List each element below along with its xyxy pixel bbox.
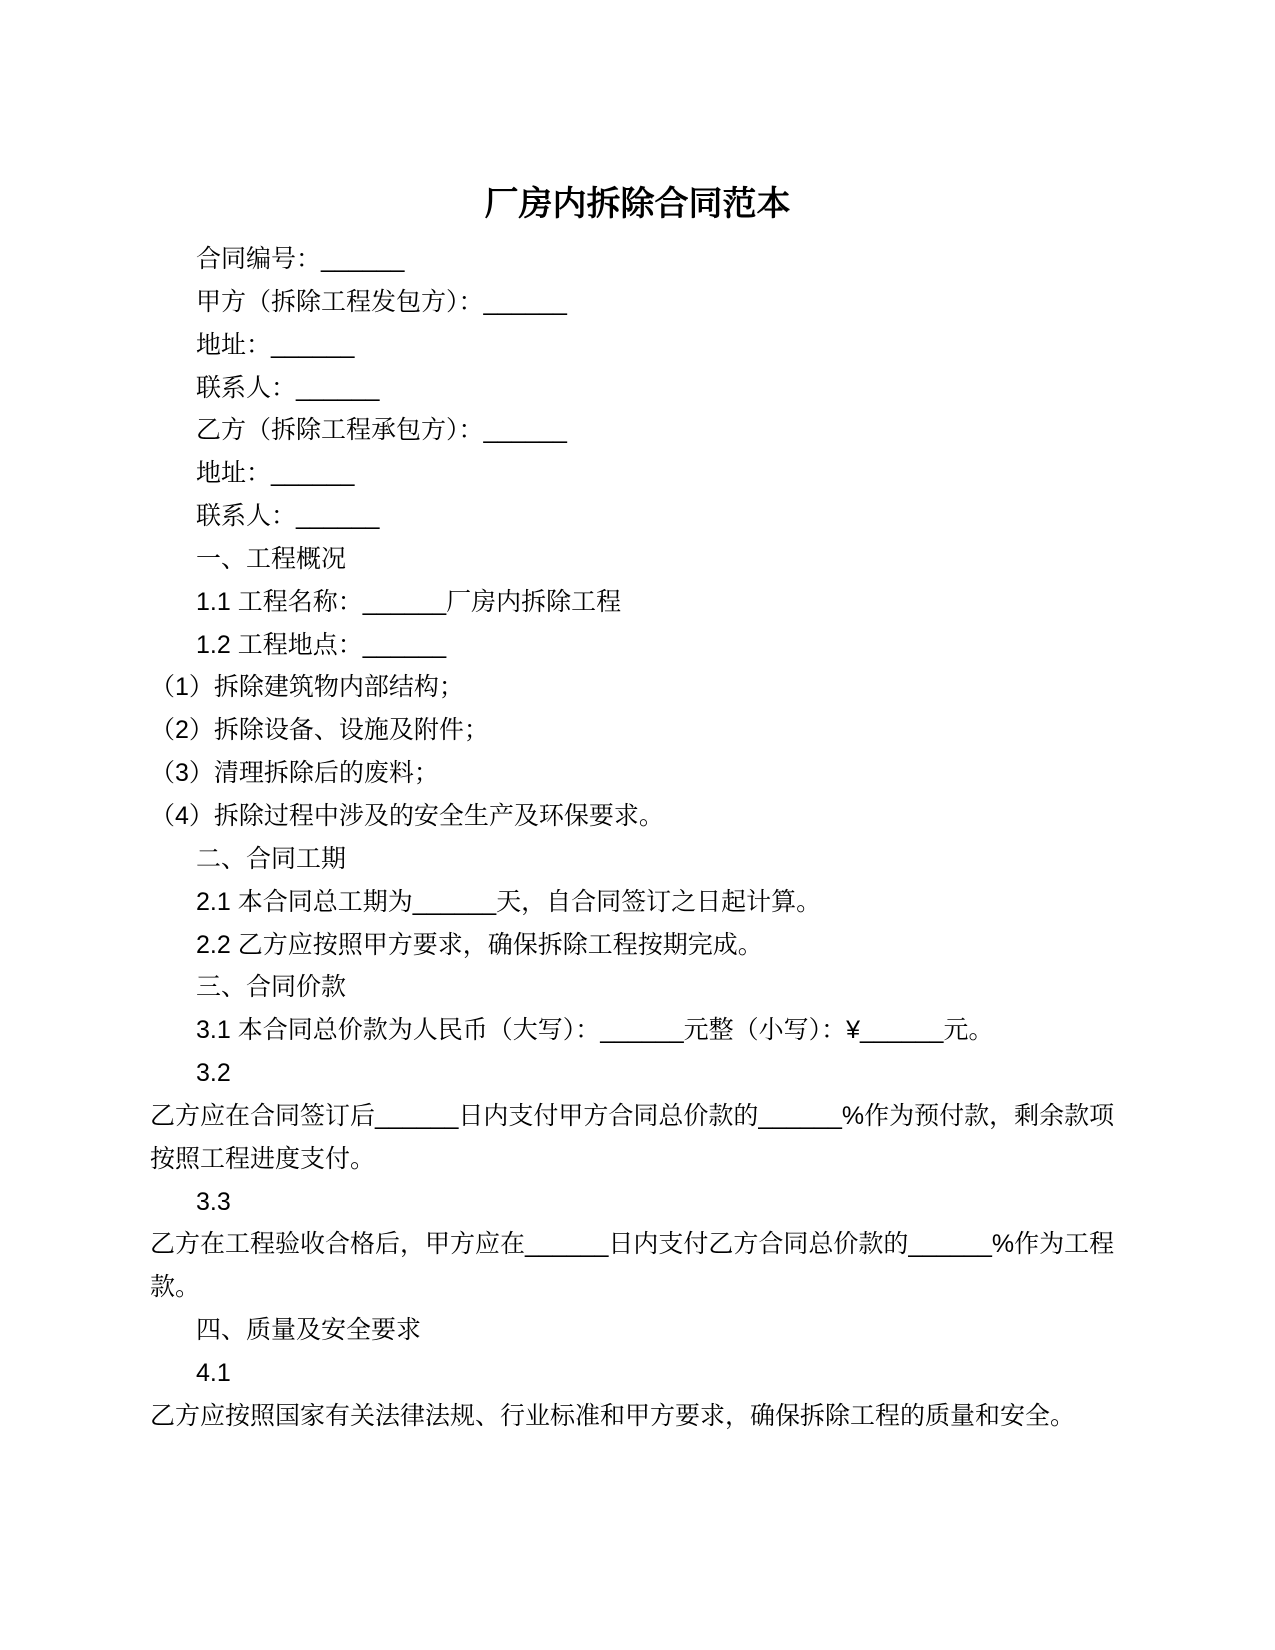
document-line: 合同编号：______ bbox=[196, 245, 405, 273]
document-line: 一、工程概况 bbox=[196, 544, 347, 573]
document-title: 厂房内拆除合同范本 bbox=[484, 185, 791, 223]
document-line: 联系人：______ bbox=[196, 373, 380, 402]
document-line: 二、合同工期 bbox=[196, 844, 347, 873]
document-line: 甲方（拆除工程发包方）：______ bbox=[196, 287, 567, 316]
document-line: 乙方（拆除工程承包方）：______ bbox=[196, 416, 567, 445]
document-line: 2.1 本合同总工期为______天，自合同签订之日起计算。 bbox=[196, 887, 822, 916]
document-line: 3.1 本合同总价款为人民币（大写）：______元整（小写）：¥______元。 bbox=[196, 1016, 994, 1045]
document-line: 款。 bbox=[150, 1273, 201, 1302]
document-line: 乙方在工程验收合格后，甲方应在______日内支付乙方合同总价款的______%作为工程 bbox=[150, 1230, 1115, 1259]
document-line: 4.1 bbox=[196, 1358, 231, 1387]
document-line: 3.2 bbox=[196, 1059, 231, 1088]
document-line: 1.1 工程名称：______厂房内拆除工程 bbox=[196, 587, 622, 616]
document-line: 乙方应按照国家有关法律法规、行业标准和甲方要求，确保拆除工程的质量和安全。 bbox=[150, 1401, 1076, 1430]
document-line: 乙方应在合同签订后______日内支付甲方合同总价款的______%作为预付款，剩余款项 bbox=[150, 1101, 1115, 1130]
document-line: （4）拆除过程中涉及的安全生产及环保要求。 bbox=[150, 801, 664, 830]
document-line: 联系人：______ bbox=[196, 502, 380, 531]
document-line: （2）拆除设备、设施及附件； bbox=[150, 716, 489, 745]
document-body bbox=[150, 238, 1125, 1438]
document-line: 三、合同价款 bbox=[196, 973, 347, 1002]
document-line: （3）清理拆除后的废料； bbox=[150, 759, 439, 788]
document-line: （1）拆除建筑物内部结构； bbox=[150, 673, 464, 702]
document-line: 按照工程进度支付。 bbox=[150, 1144, 376, 1173]
document-line: 地址：______ bbox=[196, 330, 355, 359]
document-line: 地址：______ bbox=[196, 459, 355, 488]
document-line: 1.2 工程地点：______ bbox=[196, 630, 447, 659]
document-line: 3.3 bbox=[196, 1187, 231, 1216]
document-line: 2.2 乙方应按照甲方要求，确保拆除工程按期完成。 bbox=[196, 930, 763, 959]
document-line: 四、质量及安全要求 bbox=[196, 1316, 422, 1345]
